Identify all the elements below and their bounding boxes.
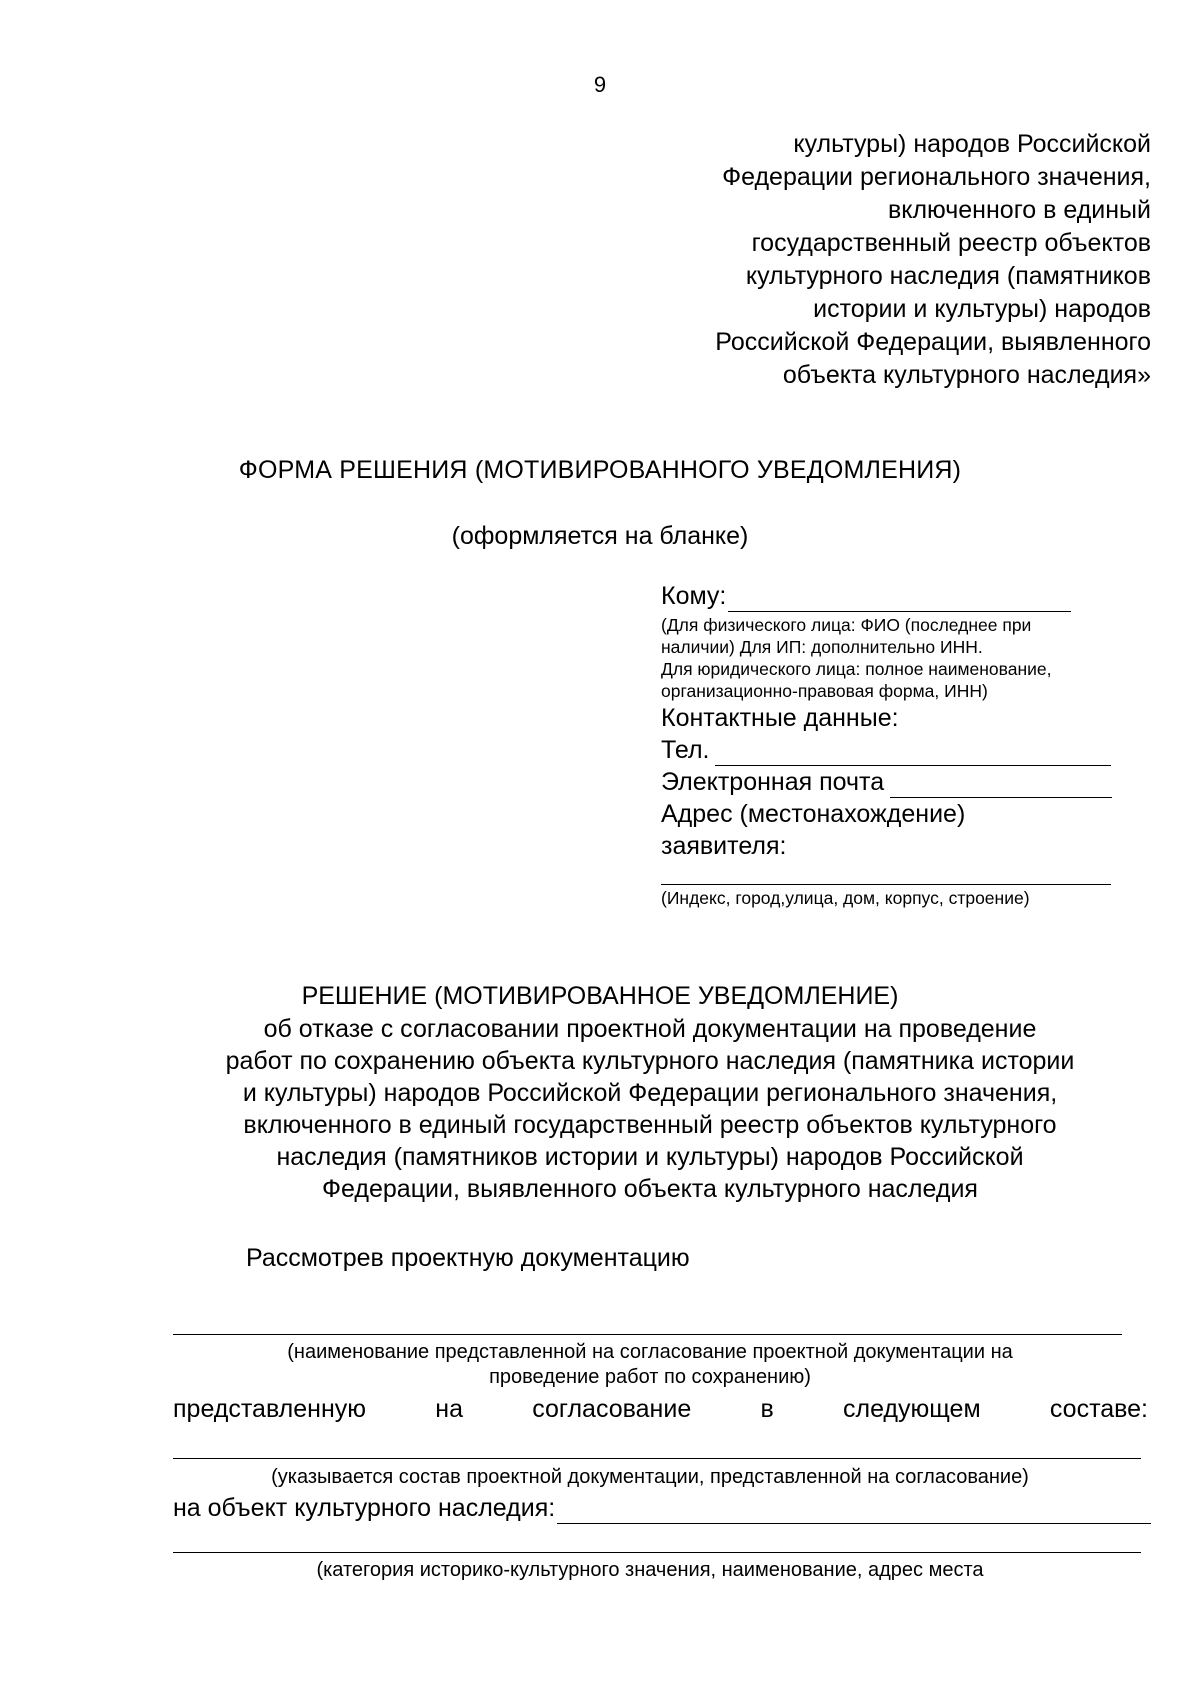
presented-word: в (760, 1395, 774, 1423)
address-label-line1: Адрес (местонахождение) (661, 800, 966, 828)
email-line (661, 766, 1141, 798)
presented-word: на (435, 1395, 463, 1423)
to-note-line: организационно-правовая форма, ИНН) (661, 681, 988, 701)
doc-name-note (150, 1340, 1150, 1390)
header-line: истории и культуры) народов (813, 295, 1151, 323)
to-field[interactable] (728, 587, 1071, 612)
to-note-line: наличии) Для ИП: дополнительно ИНН. (661, 637, 983, 657)
to-note-line: Для юридического лица: полное наименование, (661, 659, 1052, 679)
decision-line: Федерации, выявленного объекта культурного наследия (322, 1175, 978, 1203)
to-label: Кому: (661, 582, 727, 610)
form-note: (оформляется на бланке) (451, 522, 749, 550)
header-line: культуры) народов Российской (793, 130, 1151, 158)
object-details-field[interactable] (173, 1552, 1141, 1553)
header-line: государственный реестр объектов (751, 229, 1151, 257)
header-line: Российской Федерации, выявленного (715, 328, 1151, 356)
decision-subtitle (150, 1013, 1150, 1205)
decision-line: работ по сохранению объекта культурного наследия (памятника истории (225, 1047, 1075, 1075)
doc-name-note-line: проведение работ по сохранению) (489, 1366, 811, 1388)
presented-word: следующем (842, 1395, 981, 1423)
presented-word: составе: (1049, 1395, 1148, 1423)
page-number: 9 (593, 72, 607, 97)
address-label-line2: заявителя: (661, 832, 787, 860)
header-line: культурного наследия (памятников (745, 262, 1151, 290)
presented-line (173, 1393, 1148, 1425)
object-details-note: (категория историко-культурного значения, наименование, адрес места (316, 1559, 984, 1581)
doc-name-note-line: (наименование представленной на согласование проектной документации на (287, 1341, 1013, 1363)
doc-composition-field[interactable] (173, 1458, 1141, 1459)
header-line: объекта культурного наследия» (782, 361, 1151, 389)
object-field[interactable] (557, 1497, 1151, 1524)
to-note (661, 614, 1141, 702)
contacts-label: Контактные данные: (661, 704, 899, 732)
object-label: на объект культурного наследия: (173, 1494, 556, 1522)
form-title: ФОРМА РЕШЕНИЯ (МОТИВИРОВАННОГО УВЕДОМЛЕНИЯ) (238, 456, 962, 484)
header-line: Федерации регионального значения, (722, 163, 1151, 191)
doc-name-field[interactable] (173, 1334, 1122, 1335)
to-note-line: (Для физического лица: ФИО (последнее при (661, 615, 1032, 635)
address-field[interactable] (661, 862, 1111, 885)
decision-title: РЕШЕНИЕ (МОТИВИРОВАННОЕ УВЕДОМЛЕНИЕ) (301, 982, 899, 1010)
decision-line: и культуры) народов Российской Федерации регионального значения, (242, 1079, 1058, 1107)
presented-word: представленную (173, 1395, 367, 1423)
address-note: (Индекс, город,улица, дом, корпус, строение) (661, 888, 1030, 908)
phone-field[interactable] (715, 741, 1111, 766)
phone-label: Тел. (661, 736, 710, 764)
recipient-block (661, 580, 1141, 909)
doc-composition-note: (указывается состав проектной документации, представленной на согласование) (271, 1466, 1029, 1488)
appendix-header (591, 128, 1151, 392)
to-line (661, 580, 1141, 612)
decision-line: наследия (памятников истории и культуры) народов Российской (276, 1143, 1024, 1171)
presented-word: согласование (532, 1395, 692, 1423)
decision-line: об отказе с согласовании проектной документации на проведение (263, 1015, 1037, 1043)
phone-line (661, 734, 1141, 766)
object-line (173, 1492, 1151, 1524)
email-label: Электронная почта (661, 768, 885, 796)
decision-line: включенного в единый государственный реестр объектов культурного (243, 1111, 1057, 1139)
considered-text: Рассмотрев проектную документацию (246, 1244, 690, 1272)
header-line: включенного в единый (887, 196, 1151, 224)
email-field[interactable] (890, 773, 1112, 798)
